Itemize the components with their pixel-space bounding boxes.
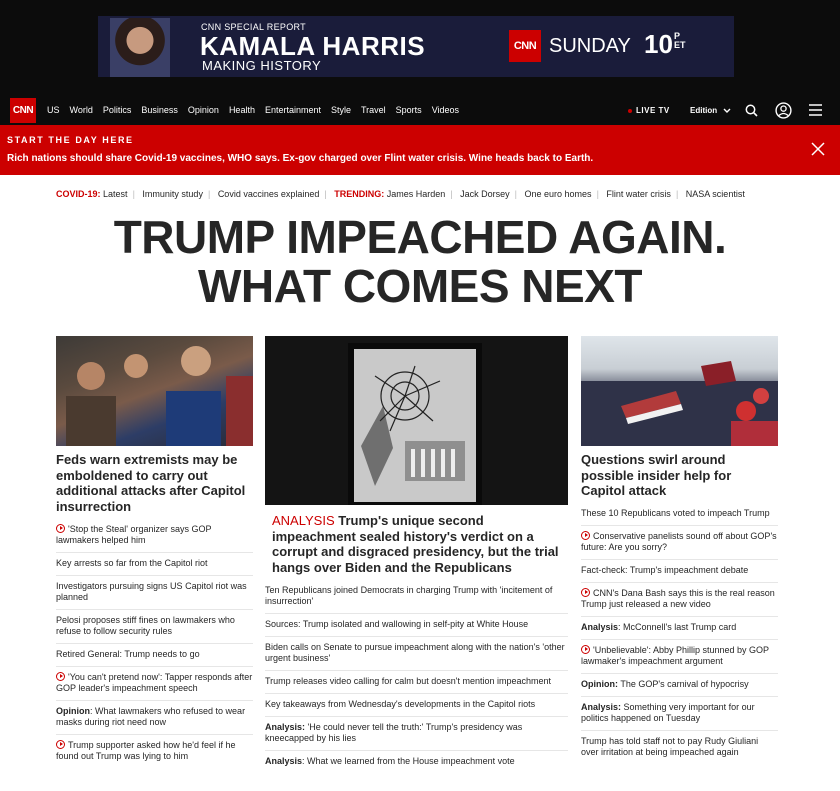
trending-link[interactable]: Flint water crisis	[606, 189, 671, 199]
left-story-headline[interactable]: Feds warn extremists may be emboldened to carry out additional attacks after Capitol insurrection	[56, 452, 246, 514]
banner-text[interactable]: Rich nations should share Covid-19 vaccines, WHO says. Ex-gov charged over Flint water crisis. Wine heads back to Earth.	[7, 153, 594, 164]
item-text: : What lawmakers who refused to wear masks during riot need now	[56, 706, 246, 727]
list-item[interactable]	[265, 750, 568, 773]
headline-line-2: WHAT COMES NEXT	[198, 260, 642, 312]
capitol-crowd-photo[interactable]	[581, 336, 778, 446]
list-item[interactable]	[581, 730, 778, 764]
account-icon[interactable]	[775, 102, 792, 119]
item-text: Fact-check: Trump's impeachment debate	[581, 565, 749, 575]
item-text: These 10 Republicans voted to impeach Trump	[581, 508, 770, 518]
headline-line-1: TRUMP IMPEACHED AGAIN.	[113, 211, 727, 263]
item-text: Trump has told staff not to pay Rudy Giuliani over irritation at being impeached again	[581, 736, 759, 757]
photo-illustration	[581, 336, 778, 446]
trending-label: TRENDING:	[334, 189, 385, 199]
main-headline[interactable]	[0, 213, 840, 311]
item-prefix: Opinion	[56, 706, 90, 716]
shattered-window-photo[interactable]	[265, 336, 568, 505]
video-play-icon	[581, 588, 590, 597]
left-story-list	[56, 524, 253, 768]
banner-label: START THE DAY HERE	[7, 135, 134, 145]
separator: |	[324, 189, 327, 199]
list-item[interactable]	[581, 673, 778, 696]
nav-link-world[interactable]: World	[69, 105, 93, 115]
list-item[interactable]	[581, 639, 778, 673]
kamala-harris-photo	[110, 18, 170, 77]
nav-link-us[interactable]: US	[47, 105, 60, 115]
item-text: Something very important for our politics happened on Tuesday	[581, 702, 755, 723]
promo-day: SUNDAY	[549, 35, 631, 57]
video-play-icon	[56, 740, 65, 749]
list-item[interactable]	[56, 700, 253, 734]
list-item[interactable]	[265, 636, 568, 670]
capitol-rioters-photo[interactable]	[56, 336, 253, 446]
trending-link[interactable]: Jack Dorsey	[460, 189, 510, 199]
item-text: Biden calls on Senate to pursue impeachment along with the nation's 'other urgent business'	[265, 642, 565, 663]
list-item[interactable]	[56, 666, 253, 700]
start-the-day-banner[interactable]	[0, 125, 840, 175]
promo-ampm: P	[674, 31, 681, 41]
trending-bar	[56, 189, 780, 199]
promo-subtitle: MAKING HISTORY	[202, 58, 322, 73]
list-item[interactable]	[265, 613, 568, 636]
item-text: Ten Republicans joined Democrats in charging Trump with 'incitement of insurrection'	[265, 585, 553, 606]
promo-timezone	[674, 32, 686, 50]
nav-link-sports[interactable]: Sports	[395, 105, 422, 115]
nav-links	[47, 105, 459, 115]
list-item[interactable]	[56, 552, 253, 575]
item-text: 'Unbelievable': Abby Phillip stunned by GOP lawmaker's impeachment argument	[581, 645, 769, 666]
item-text: CNN's Dana Bash says this is the real reason Trump just released a new video	[581, 588, 775, 609]
promo-kicker: CNN SPECIAL REPORT	[201, 22, 306, 32]
list-item[interactable]	[56, 575, 253, 609]
trending-link[interactable]: One euro homes	[524, 189, 592, 199]
main-navigation	[0, 96, 840, 125]
item-prefix: Analysis:	[265, 722, 306, 732]
video-play-icon	[581, 645, 590, 654]
separator: |	[450, 189, 453, 199]
center-story-headline[interactable]	[272, 513, 562, 575]
photo-illustration	[265, 336, 568, 505]
chevron-down-icon	[723, 108, 731, 114]
list-item[interactable]	[581, 582, 778, 616]
list-item[interactable]	[265, 716, 568, 750]
center-story-list	[265, 585, 568, 773]
list-item[interactable]	[265, 585, 568, 613]
special-report-promo[interactable]	[98, 16, 734, 77]
item-text: Trump supporter asked how he'd feel if he found out Trump was lying to him	[56, 740, 236, 761]
item-text: Pelosi proposes stiff fines on lawmakers who refuse to follow security rules	[56, 615, 235, 636]
nav-link-health[interactable]: Health	[228, 105, 255, 115]
nav-link-politics[interactable]: Politics	[102, 105, 132, 115]
item-prefix: Opinion:	[581, 679, 618, 689]
list-item[interactable]	[56, 734, 253, 768]
trending-link[interactable]: Covid vaccines explained	[217, 189, 320, 199]
list-item[interactable]	[581, 616, 778, 639]
list-item[interactable]	[56, 609, 253, 643]
list-item[interactable]	[581, 525, 778, 559]
trending-link[interactable]: Immunity study	[142, 189, 203, 199]
promo-cnn-logo: CNN	[509, 30, 541, 62]
list-item[interactable]	[265, 693, 568, 716]
item-text: The GOP's carnival of hypocrisy	[618, 679, 749, 689]
separator: |	[207, 189, 211, 199]
item-text: Key takeaways from Wednesday's developments in the Capitol riots	[265, 699, 536, 709]
trending-link[interactable]: NASA scientist	[685, 189, 745, 199]
video-play-icon	[56, 672, 65, 681]
nav-link-style[interactable]: Style	[330, 105, 351, 115]
edition-label: Edition	[690, 106, 718, 115]
center-story-title: Trump's unique second impeachment sealed history's verdict on a corrupt and disgraced presidency, but the trial hangs over Biden and the Republicans	[272, 513, 559, 575]
nav-link-opinion[interactable]: Opinion	[187, 105, 219, 115]
item-text: 'You can't pretend now': Tapper responds after GOP leader's impeachment speech	[56, 672, 253, 693]
list-item[interactable]	[581, 559, 778, 582]
trending-link[interactable]: James Harden	[386, 189, 446, 199]
separator: |	[132, 189, 135, 199]
promo-et: ET	[674, 40, 686, 50]
item-text: Investigators pursuing signs US Capitol riot was planned	[56, 581, 247, 602]
edition-selector[interactable]	[690, 106, 731, 115]
right-story-list	[581, 508, 778, 764]
item-prefix: Analysis:	[581, 702, 622, 712]
analysis-label: ANALYSIS	[272, 513, 335, 528]
list-item[interactable]	[56, 643, 253, 666]
live-tv-link[interactable]	[628, 106, 670, 115]
promo-time: 10	[644, 29, 673, 59]
item-prefix: Analysis	[265, 756, 303, 766]
nav-link-videos[interactable]: Videos	[431, 105, 460, 115]
right-story-headline[interactable]: Questions swirl around possible insider help for Capitol attack	[581, 452, 732, 498]
cnn-logo[interactable]: CNN	[10, 98, 36, 123]
list-item[interactable]	[581, 508, 778, 525]
video-play-icon	[56, 524, 65, 533]
item-text: 'Stop the Steal' organizer says GOP lawmakers helped him	[56, 524, 212, 545]
item-text: Retired General: Trump needs to go	[56, 649, 200, 659]
promo-name: KAMALA HARRIS	[200, 31, 426, 61]
item-text: Sources: Trump isolated and wallowing in self-pity at White House	[265, 619, 529, 629]
item-text: 'He could never tell the truth:' Trump's presidency was kneecapped by his lies	[265, 722, 523, 743]
separator: |	[596, 189, 599, 199]
separator: |	[514, 189, 517, 199]
live-dot-icon	[628, 109, 632, 113]
list-item[interactable]	[265, 670, 568, 693]
photo-illustration	[56, 336, 253, 446]
search-icon[interactable]	[745, 104, 758, 117]
video-play-icon	[581, 531, 590, 540]
list-item[interactable]	[56, 524, 253, 552]
nav-link-entertainment[interactable]: Entertainment	[264, 105, 321, 115]
covid-label: COVID-19:	[56, 189, 101, 199]
item-text: Key arrests so far from the Capitol riot	[56, 558, 208, 568]
separator: |	[675, 189, 679, 199]
item-text: : What we learned from the House impeachment vote	[302, 756, 515, 766]
trending-link[interactable]: Latest	[103, 189, 128, 199]
item-text: : McConnell's last Trump card	[618, 622, 737, 632]
item-prefix: Analysis	[581, 622, 619, 632]
live-tv-label: LIVE TV	[636, 106, 670, 115]
menu-icon[interactable]	[809, 104, 822, 116]
nav-link-business[interactable]: Business	[141, 105, 178, 115]
nav-link-travel[interactable]: Travel	[361, 105, 386, 115]
top-banner-band	[0, 0, 840, 96]
close-icon[interactable]	[811, 142, 825, 156]
list-item[interactable]	[581, 696, 778, 730]
item-text: Conservative panelists sound off about GOP's future: Are you sorry?	[581, 531, 777, 552]
item-text: Trump releases video calling for calm but doesn't mention impeachment	[265, 676, 552, 686]
